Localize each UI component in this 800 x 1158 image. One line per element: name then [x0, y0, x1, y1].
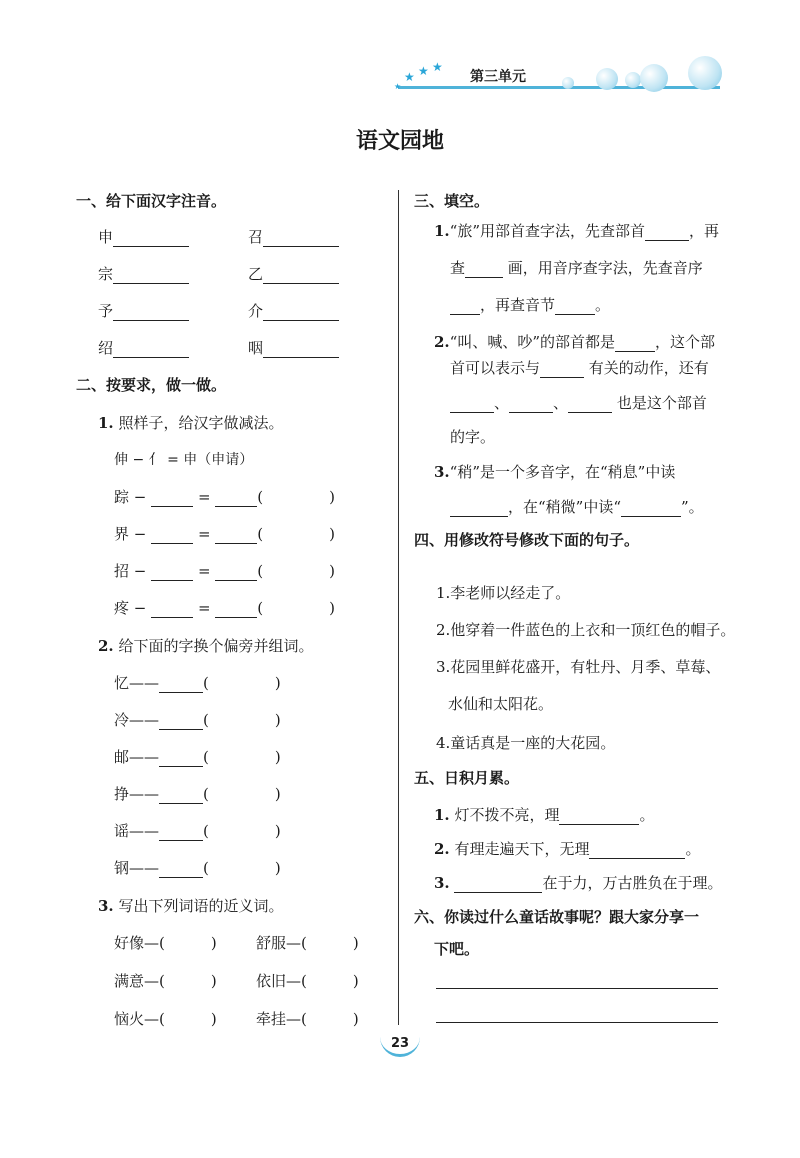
question-text: ，再查音节: [480, 296, 556, 314]
pinyin-blank[interactable]: [113, 342, 189, 358]
section-5-heading: 五、日积月累。: [414, 769, 520, 787]
answer-blank[interactable]: [215, 491, 257, 507]
close-paren: ): [352, 972, 359, 990]
minus-sign: −: [133, 488, 147, 506]
bubble-icon: [625, 72, 641, 88]
answer-blank[interactable]: [151, 491, 193, 507]
char: 挣: [114, 785, 130, 803]
synonym-prompt: 舒服—(: [256, 934, 307, 952]
close-paren: ): [210, 1010, 217, 1028]
answer-blank[interactable]: [450, 397, 494, 413]
synonym-prompt: 满意—(: [114, 972, 165, 990]
question-text: 。: [685, 840, 701, 858]
answer-blank[interactable]: [509, 397, 553, 413]
pinyin-blank[interactable]: [263, 268, 339, 284]
question-text: 。: [595, 296, 611, 314]
section-4-heading: 四、用修改符号修改下面的句子。: [414, 531, 640, 549]
close-paren: ): [329, 525, 336, 543]
section-2-heading: 二、按要求，做一做。: [76, 376, 227, 394]
answer-blank[interactable]: [159, 788, 203, 804]
question-text: 有关的动作，还有: [588, 359, 709, 377]
question-text: 也是这个部首: [616, 394, 707, 412]
bubble-icon: [688, 56, 722, 90]
char: 宗: [98, 265, 114, 283]
answer-blank[interactable]: [159, 714, 203, 730]
close-paren: ): [352, 1010, 359, 1028]
bubble-icon: [562, 77, 574, 89]
example: 伸 − 亻 = 申（申请）: [114, 452, 254, 468]
question-text: 有理走遍天下，无理: [454, 840, 590, 858]
dash: ——: [129, 859, 160, 877]
synonym-prompt: 牵挂—(: [256, 1010, 307, 1028]
question-number: 3.: [98, 897, 114, 915]
answer-blank[interactable]: [559, 809, 639, 825]
sentence[interactable]: 2.他穿着一件蓝色的上衣和一顶红色的帽子。: [436, 621, 736, 639]
char: 予: [98, 302, 114, 320]
char: 界: [114, 525, 130, 543]
question-text: ，再: [689, 222, 720, 240]
section-6-heading: 六、你读过什么童话故事呢？跟大家分享一: [414, 908, 700, 926]
synonym-prompt: 好像—(: [114, 934, 165, 952]
question-number: 2.: [434, 840, 450, 858]
separator: 、: [553, 394, 569, 412]
question-number: 2.: [434, 333, 450, 351]
answer-blank[interactable]: [540, 362, 584, 378]
answer-blank[interactable]: [465, 262, 503, 278]
question-text: “旅”用部首查字法，先查部首: [449, 222, 646, 240]
sentence[interactable]: 4.童话真是一座的大花园。: [436, 734, 616, 752]
char: 乙: [248, 265, 264, 283]
star-icon: ★: [404, 70, 415, 84]
answer-blank[interactable]: [645, 225, 689, 241]
char: 疼: [114, 599, 130, 617]
question-number: 3.: [434, 874, 450, 892]
char: 招: [114, 562, 130, 580]
answer-blank[interactable]: [450, 501, 508, 517]
sentence[interactable]: 3.花园里鲜花盛开，有牡丹、月季、草莓、: [436, 658, 721, 676]
close-paren: ): [329, 488, 336, 506]
answer-blank[interactable]: [568, 397, 612, 413]
char: 冷: [114, 711, 130, 729]
char: 咽: [248, 339, 264, 357]
dash: ——: [129, 785, 160, 803]
char: 召: [248, 228, 264, 246]
pinyin-blank[interactable]: [263, 231, 339, 247]
answer-blank[interactable]: [615, 336, 655, 352]
answer-blank[interactable]: [151, 565, 193, 581]
char: 钢: [114, 859, 130, 877]
minus-sign: −: [133, 562, 147, 580]
char: 邮: [114, 748, 130, 766]
section-1-heading: 一、给下面汉字注音。: [76, 192, 227, 210]
question-text: 在于力，万古胜负在于理。: [542, 874, 723, 892]
question-number: 3.: [434, 463, 450, 481]
answer-blank[interactable]: [555, 299, 595, 315]
pinyin-blank[interactable]: [113, 231, 189, 247]
close-paren: ): [329, 562, 336, 580]
question-text: ”。: [681, 498, 704, 516]
char: 介: [248, 302, 264, 320]
pinyin-blank[interactable]: [113, 305, 189, 321]
close-paren: ): [352, 934, 359, 952]
writing-line[interactable]: [436, 1022, 718, 1023]
question-number: 1.: [434, 222, 450, 240]
question-text: ，这个部: [655, 333, 716, 351]
page-title: 语文园地: [355, 129, 444, 154]
header-line: [398, 86, 720, 89]
pinyin-blank[interactable]: [113, 268, 189, 284]
star-icon: ★: [394, 82, 402, 91]
bubble-icon: [640, 64, 668, 92]
equals-sign: =: [197, 488, 211, 506]
question-text: 给下面的字换个偏旁并组词。: [118, 637, 314, 655]
char: 忆: [114, 674, 130, 692]
bubble-icon: [596, 68, 618, 90]
unit-title: 第三单元: [470, 69, 526, 85]
minus-sign: −: [133, 599, 147, 617]
question-text: 。: [639, 806, 655, 824]
answer-blank[interactable]: [215, 565, 257, 581]
answer-blank[interactable]: [589, 843, 685, 859]
question-text: 灯不拨不亮，理: [454, 806, 560, 824]
dash: ——: [129, 822, 160, 840]
answer-blank[interactable]: [454, 877, 542, 893]
answer-blank[interactable]: [215, 602, 257, 618]
open-paren: (: [257, 562, 264, 580]
synonym-prompt: 依旧—(: [256, 972, 307, 990]
question-text: 写出下列词语的近义词。: [118, 897, 284, 915]
dash: ——: [129, 748, 160, 766]
equals-sign: =: [197, 599, 211, 617]
open-paren: (: [257, 525, 264, 543]
char: 绍: [98, 339, 114, 357]
writing-line[interactable]: [436, 988, 718, 989]
char: 申: [98, 228, 114, 246]
answer-blank[interactable]: [159, 751, 203, 767]
section-6-heading-cont: 下吧。: [434, 940, 480, 958]
answer-blank[interactable]: [151, 602, 193, 618]
answer-blank[interactable]: [159, 862, 203, 878]
star-icon: ★: [418, 64, 429, 78]
question-number: 2.: [98, 637, 114, 655]
question-text: 画，用音序查字法，先查音序: [507, 259, 703, 277]
dash: ——: [129, 674, 160, 692]
answer-blank[interactable]: [159, 677, 203, 693]
question-text: 的字。: [450, 428, 496, 446]
pinyin-blank[interactable]: [263, 305, 339, 321]
answer-blank[interactable]: [159, 825, 203, 841]
char: 谣: [114, 822, 130, 840]
question-text: 照样子，给汉字做减法。: [118, 414, 284, 432]
open-paren: (: [257, 488, 264, 506]
question-text: 首可以表示与: [450, 359, 541, 377]
char: 踪: [114, 488, 130, 506]
answer-blank[interactable]: [450, 299, 480, 315]
section-3-heading: 三、填空。: [414, 192, 490, 210]
question-number: 1.: [98, 414, 114, 432]
pinyin-blank[interactable]: [263, 342, 339, 358]
sentence[interactable]: 1.李老师以经走了。: [436, 584, 571, 602]
question-text: “叫、喊、吵”的部首都是: [449, 333, 616, 351]
synonym-prompt: 恼火—(: [114, 1010, 165, 1028]
separator: 、: [494, 394, 510, 412]
answer-blank[interactable]: [215, 528, 257, 544]
equals-sign: =: [197, 525, 211, 543]
question-text: ，在“稍微”中读“: [508, 498, 622, 516]
question-text: “稍”是一个多音字，在“稍息”中读: [449, 463, 676, 481]
question-text: 查: [450, 259, 466, 277]
dash: ——: [129, 711, 160, 729]
answer-blank[interactable]: [151, 528, 193, 544]
close-paren: ): [329, 599, 336, 617]
minus-sign: −: [133, 525, 147, 543]
sentence[interactable]: 水仙和太阳花。: [448, 695, 554, 713]
close-paren: ): [210, 934, 217, 952]
page-number: 23: [390, 1036, 410, 1051]
open-paren: (: [257, 599, 264, 617]
star-icon: ★: [432, 60, 443, 74]
answer-blank[interactable]: [621, 501, 681, 517]
question-number: 1.: [434, 806, 450, 824]
equals-sign: =: [197, 562, 211, 580]
column-divider: [398, 190, 399, 1025]
close-paren: ): [210, 972, 217, 990]
